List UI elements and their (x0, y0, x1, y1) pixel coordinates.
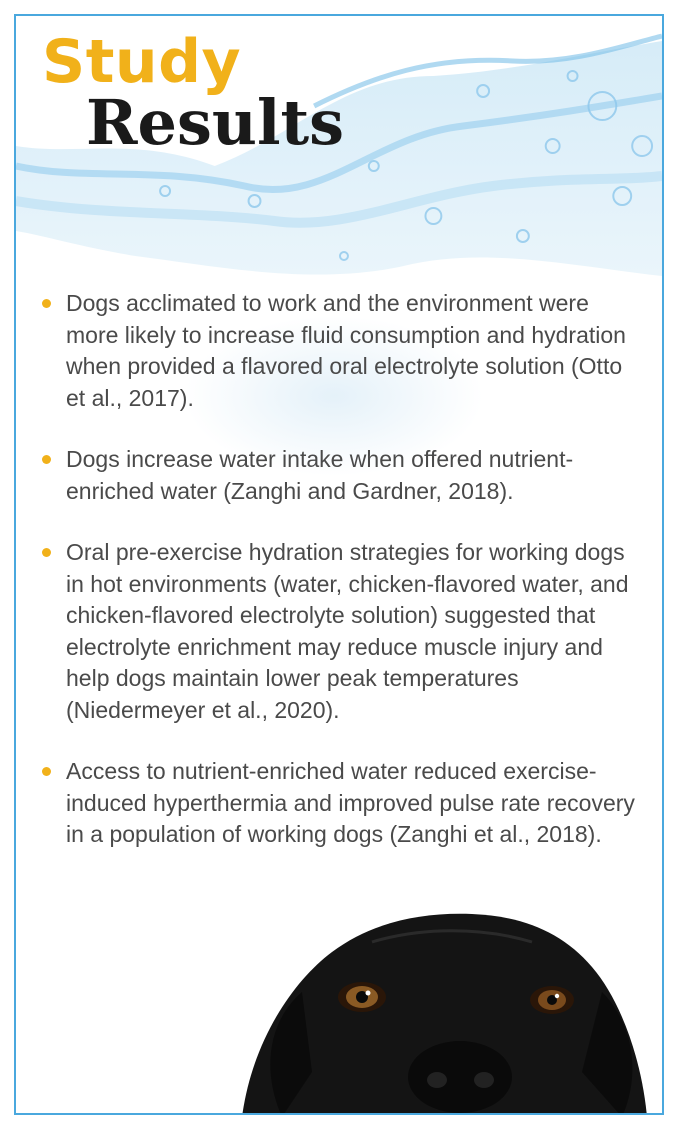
list-item (42, 756, 642, 851)
study-results-card (14, 14, 664, 1115)
bullet-dot-icon (42, 767, 51, 776)
list-item (42, 537, 642, 726)
list-item (42, 288, 642, 414)
results-list (42, 288, 642, 881)
bullet-dot-icon (42, 299, 51, 308)
bullet-text: Dogs increase water intake when offered nutrient-enriched water (Zanghi and Gardner, 2018). (66, 446, 574, 504)
bullet-text: Dogs acclimated to work and the environment were more likely to increase fluid consumption and hydration when provided a flavored oral electrolyte solution (Otto et al., 2017). (66, 290, 626, 411)
bullet-dot-icon (42, 455, 51, 464)
black-dog-image (222, 872, 652, 1115)
bullet-text: Oral pre-exercise hydration strategies for working dogs in hot environments (water, chicken-flavored water, and chicken-flavored electrolyte solution) suggested that electrolyte enrichment may reduce muscle injury and help dogs maintain lower peak temperatures (Niedermeyer et al., 2020). (66, 539, 629, 723)
title-results: Results (86, 86, 345, 159)
title-study: Study (42, 27, 242, 97)
list-item (42, 444, 642, 507)
bullet-text: Access to nutrient-enriched water reduced exercise-induced hyperthermia and improved pulse rate recovery in a population of working dogs (Zanghi et al., 2018). (66, 758, 635, 847)
bullet-dot-icon (42, 548, 51, 557)
